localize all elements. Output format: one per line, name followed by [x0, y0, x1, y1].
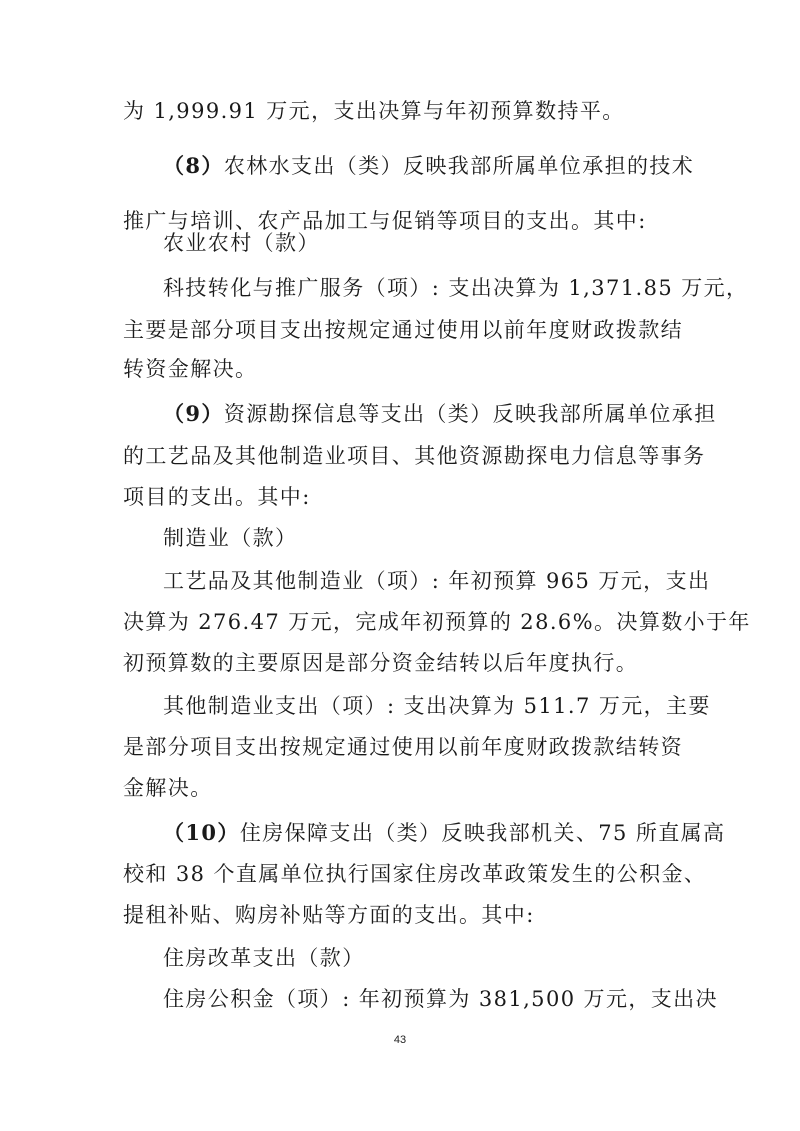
- category-heading: 制造业（款）: [163, 526, 298, 550]
- paragraph-line: 初预算数的主要原因是部分资金结转以后年度执行。: [123, 651, 639, 675]
- paragraph-line: 住房保障支出（类）反映我部机关、75 所直属高: [239, 821, 726, 845]
- category-heading: 农业农村（款）: [163, 231, 320, 255]
- paragraph-line: 的工艺品及其他制造业项目、其他资源勘探电力信息等事务: [123, 444, 706, 468]
- section-number: （9）: [163, 401, 224, 426]
- paragraph-line: 转资金解决。: [123, 357, 258, 381]
- paragraph-line: 项目的支出。其中:: [123, 485, 311, 509]
- section-heading-10: [163, 820, 726, 846]
- section-heading-8: [163, 153, 695, 179]
- paragraph-line: 提租补贴、购房补贴等方面的支出。其中:: [123, 903, 535, 927]
- paragraph-line: 金解决。: [123, 776, 213, 800]
- paragraph-line: 校和 38 个直属单位执行国家住房改革政策发生的公积金、: [123, 862, 707, 886]
- page-number: 43: [393, 1034, 407, 1046]
- paragraph-line: 农林水支出（类）反映我部所属单位承担的技术: [223, 154, 695, 178]
- paragraph-line: 主要是部分项目支出按规定通过使用以前年度财政拨款结: [123, 318, 683, 342]
- paragraph-line: 是部分项目支出按规定通过使用以前年度财政拨款结转资: [123, 735, 683, 759]
- paragraph-line: 工艺品及其他制造业（项）: 年初预算 965 万元，支出: [163, 569, 711, 593]
- section-number: （8）: [163, 153, 224, 178]
- category-heading: 住房改革支出（款）: [163, 946, 365, 970]
- paragraph-line: 住房公积金（项）: 年初预算为 381,500 万元，支出决: [163, 987, 718, 1011]
- paragraph-line: 科技转化与推广服务（项）: 支出决算为 1,371.85 万元，: [163, 276, 749, 300]
- paragraph-line: 资源勘探信息等支出（类）反映我部所属单位承担: [223, 402, 717, 426]
- paragraph-line: 其他制造业支出（项）: 支出决算为 511.7 万元，主要: [163, 694, 711, 718]
- paragraph-line: 决算为 276.47 万元，完成年初预算的 28.6%。决算数小于年: [123, 610, 751, 634]
- section-heading-9: [163, 401, 717, 427]
- paragraph-line: 推广与培训、农产品加工与促销等项目的支出。其中:: [123, 209, 647, 233]
- section-number: （10）: [163, 820, 240, 845]
- paragraph-line: 为 1,999.91 万元，支出决算与年初预算数持平。: [123, 99, 625, 123]
